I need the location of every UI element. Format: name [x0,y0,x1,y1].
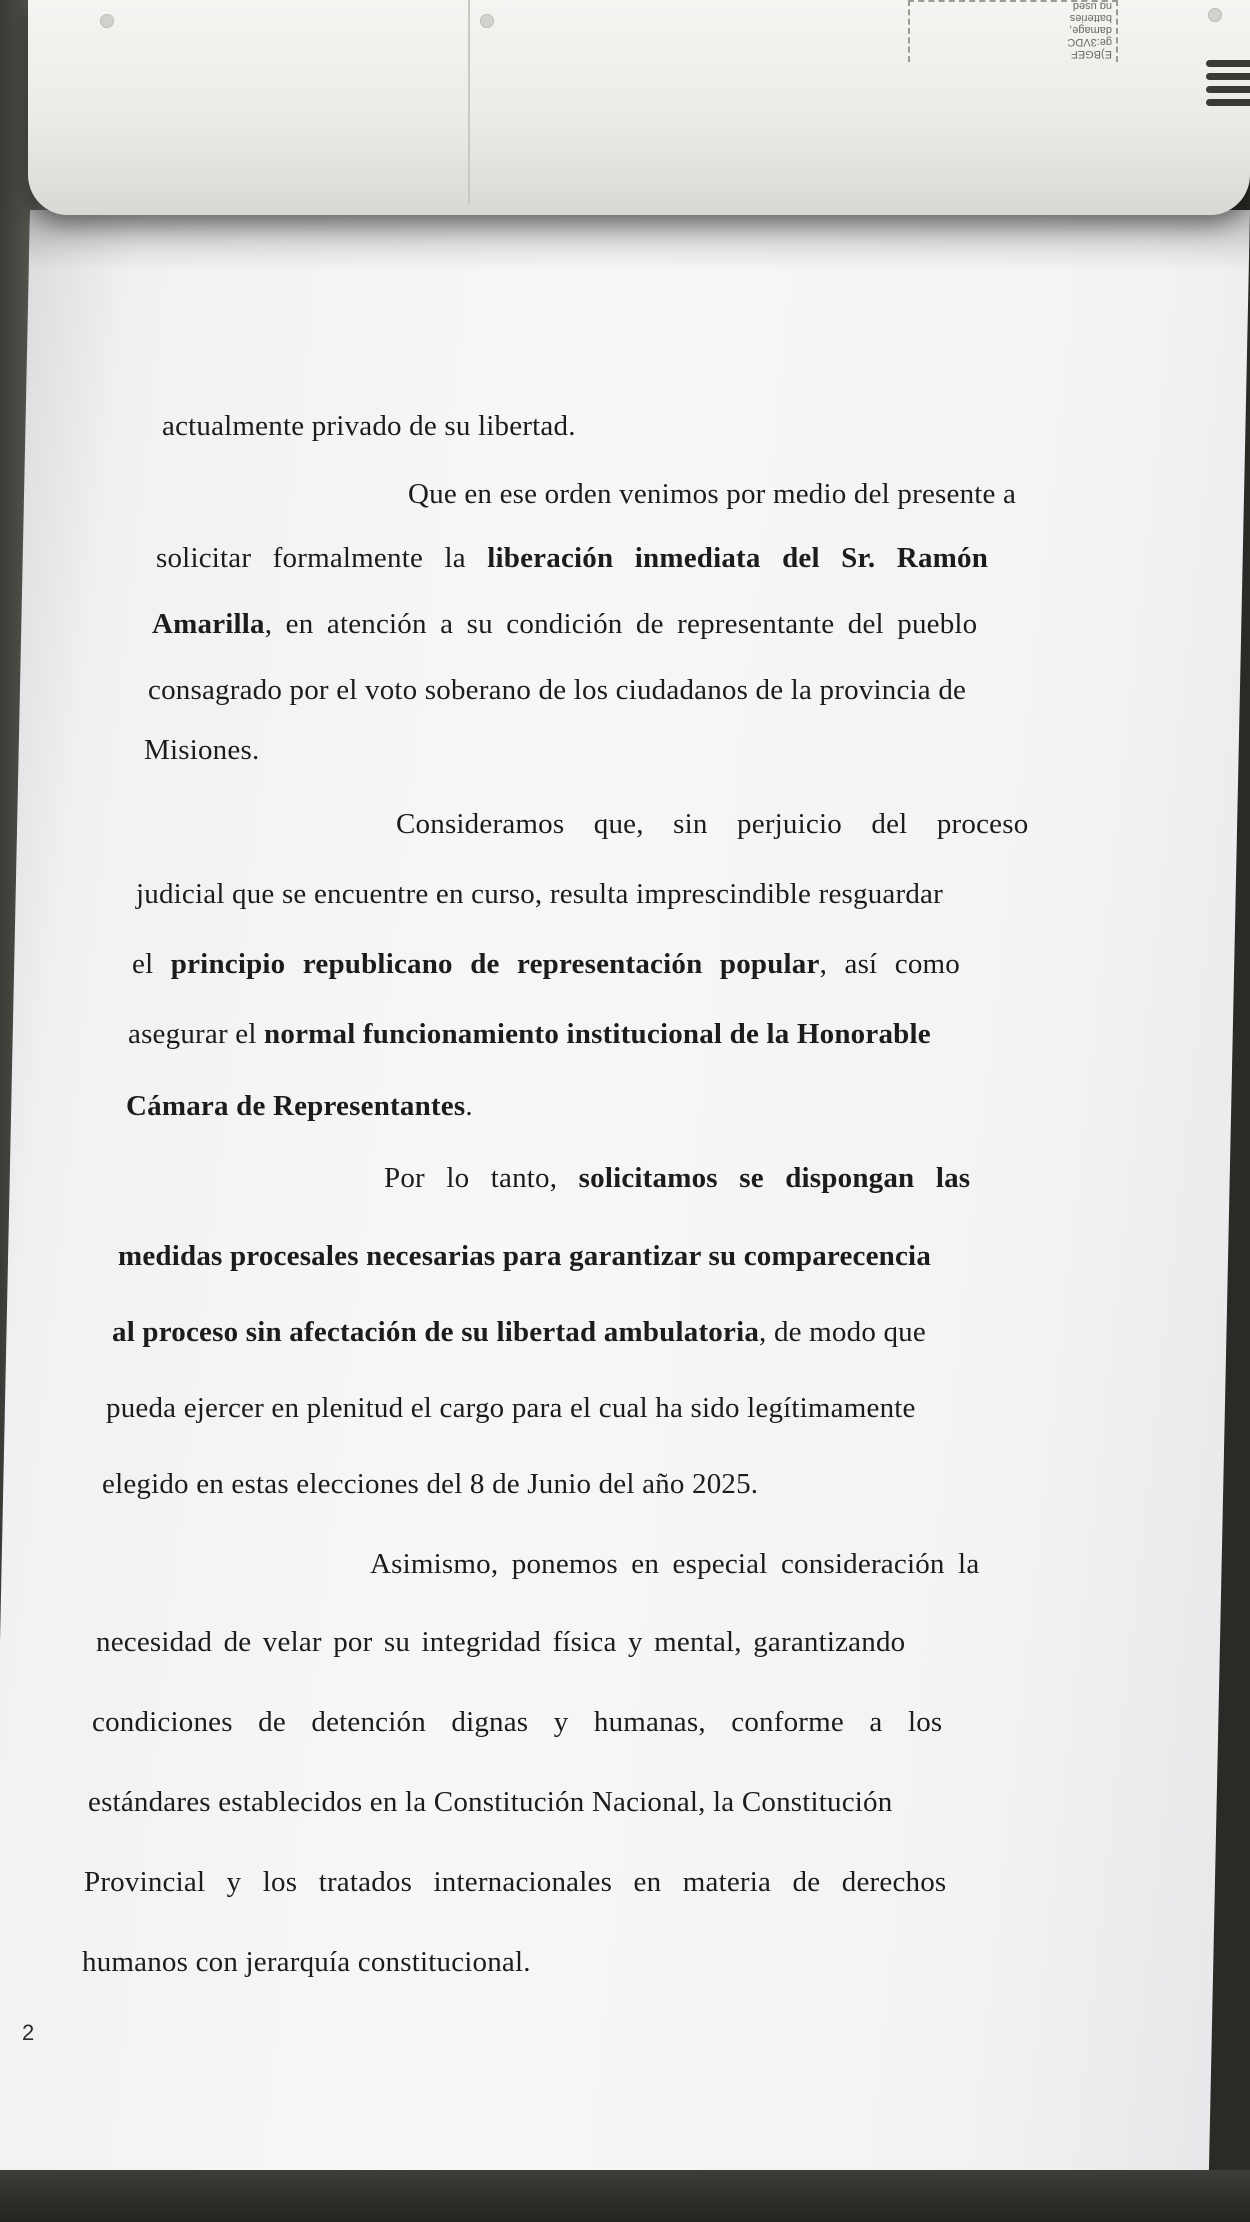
text-segment: el [132,948,171,980]
device-label-line: E)BGEF [1071,48,1112,60]
paragraph-line [408,478,1016,511]
device-label-line: batteries [1069,12,1112,24]
text-segment: judicial que se encuentre en curso, resulta imprescindible resguardar [136,878,943,910]
bold-text-segment: normal funcionamiento institucional de la Honorable [264,1018,931,1050]
device-label-line: ge:3VDC [1067,36,1112,48]
paragraph-line [162,410,576,443]
text-segment: , de modo que [759,1316,926,1348]
paragraph-line [112,1316,926,1349]
bold-text-segment: principio republicano de representación popular [170,948,820,980]
bold-text-segment: solicitamos se dispongan las [578,1162,971,1194]
paragraph-line [96,1626,905,1659]
text-segment: asegurar el [128,1018,265,1050]
paragraph-line [152,608,977,641]
text-segment: humanos con jerarquía constitucional. [82,1946,531,1978]
bold-text-segment: Cámara de Representantes [126,1090,466,1122]
text-segment: Misiones. [144,734,260,766]
bold-text-segment: liberación inmediata del Sr. Ramón [487,542,989,574]
paragraph-line [144,734,259,767]
paragraph-line [128,1018,931,1051]
paragraph-line [92,1706,942,1739]
paragraph-line [102,1468,758,1501]
text-segment: Por lo tanto, [384,1162,579,1194]
paragraph-line [384,1162,970,1195]
paragraph-line [126,1090,473,1123]
text-segment: estándares establecidos en la Constitución Nacional, la Constitución [88,1786,893,1818]
bold-text-segment: medidas procesales necesarias para garantizar su comparecencia [118,1240,932,1272]
paragraph-line [136,878,943,911]
text-segment: solicitar formalmente la [156,542,488,574]
paragraph-line [132,948,960,981]
text-segment: condiciones de detención dignas y humanas, conforme a los [92,1706,943,1738]
bold-text-segment: al proceso sin afectación de su libertad ambulatoria [112,1316,760,1348]
text-segment: Asimismo, ponemos en especial consideración la [370,1548,980,1580]
text-segment: , en atención a su condición de representante del pueblo [264,608,978,640]
paragraph-line [118,1240,931,1273]
paragraph-line [106,1392,916,1425]
paragraph-line [88,1786,892,1819]
text-segment: Consideramos que, sin perjuicio del proceso [396,808,1029,840]
text-segment: elegido en estas elecciones del 8 de Junio del año 2025. [102,1468,759,1500]
text-segment: necesidad de velar por su integridad física y mental, garantizando [96,1626,906,1658]
text-segment: consagrado por el voto soberano de los ciudadanos de la provincia de [148,674,967,706]
paragraph-line [370,1548,979,1581]
text-segment: , así como [819,948,960,980]
text-segment: Provincial y los tratados internacionales en materia de derechos [84,1866,947,1898]
text-segment: . [465,1090,473,1122]
text-segment: actualmente privado de su libertad. [162,410,576,442]
paragraph-line [156,542,988,575]
text-segment: pueda ejercer en plenitud el cargo para el cual ha sido legítimamente [106,1392,916,1424]
bold-text-segment: Amarilla [152,608,265,640]
device-label-line: ng used [1072,0,1112,12]
page-number: 2 [22,2020,35,2045]
paragraph-line [148,674,966,707]
device-label-line: damage, [1069,24,1112,36]
text-segment: Que en ese orden venimos por medio del presente a [408,478,1017,510]
paragraph-line [396,808,1028,841]
paragraph-line [84,1866,946,1899]
paragraph-line [82,1946,531,1979]
